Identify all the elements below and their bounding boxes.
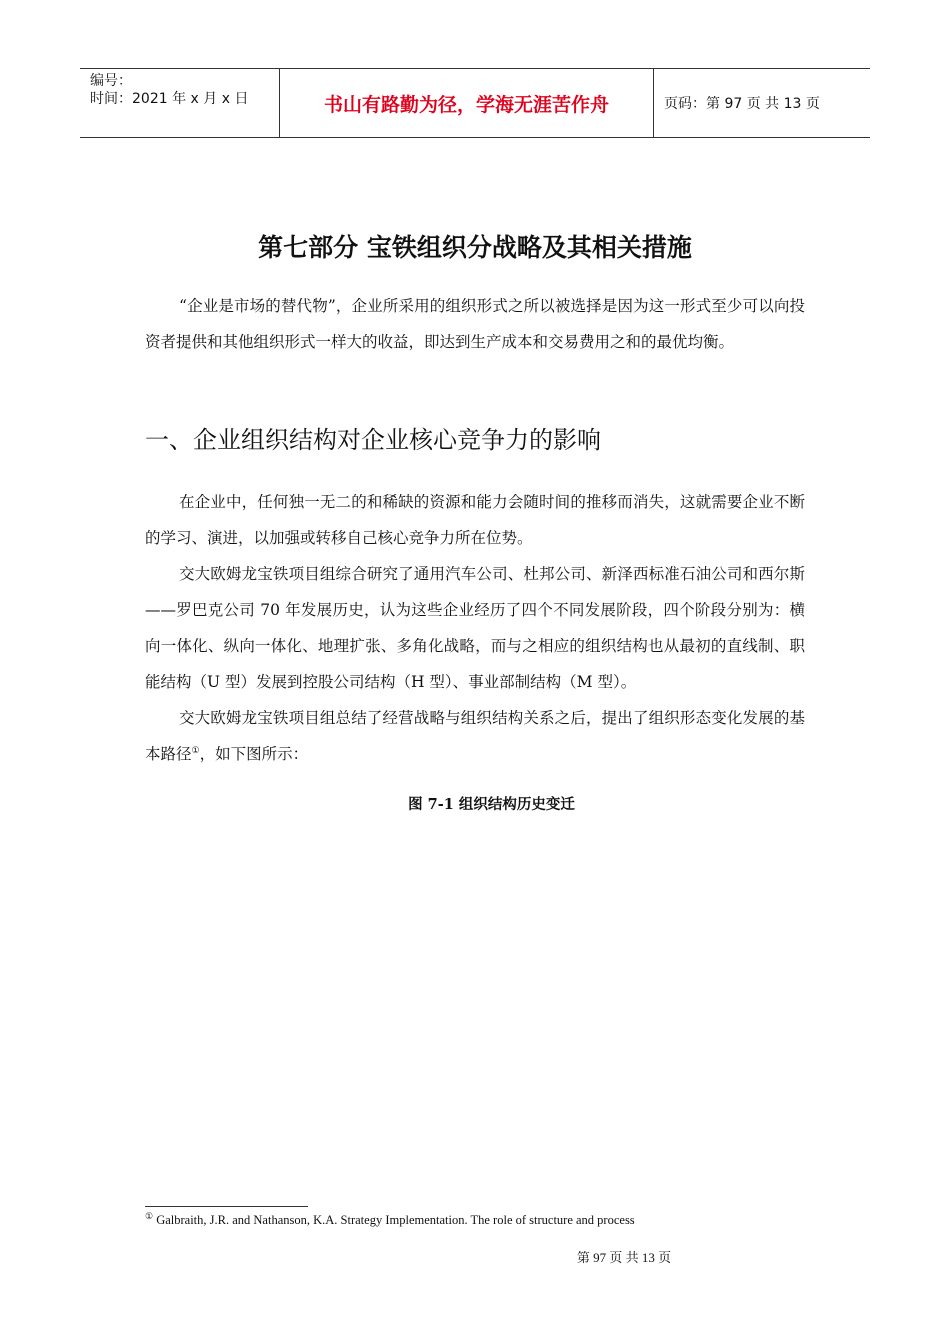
header-meta (80, 69, 280, 137)
time-label: 时间：2021 年 x 月 x 日 (90, 91, 249, 107)
figure-caption: 图 7-1 组织结构历史变迁 (408, 796, 575, 813)
footnote-divider (145, 1206, 308, 1207)
footnote-reference[interactable]: ① (191, 745, 200, 756)
body-paragraph-1: 在企业中，任何独一无二的和稀缺的资源和能力会随时间的推移而消失，这就需要企业不断的学习、演进，以加强或转移自己核心竞争力所在位势。 (145, 493, 805, 547)
serial-label: 编号： (90, 73, 132, 89)
footnote-text: Galbraith, J.R. and Nathanson, K.A. Strategy Implementation. The role of structure and process (153, 1213, 635, 1227)
section-heading: 一、企业组织结构对企业核心竞争力的影响 (145, 426, 601, 454)
footnote-mark: ① (145, 1210, 154, 1221)
paragraph-text-tail: ，如下图所示： (199, 745, 309, 763)
header-page-info: 页码：第 97 页 共 13 页 (664, 96, 820, 112)
body-paragraph-2: 交大欧姆龙宝铁项目组综合研究了通用汽车公司、杜邦公司、新泽西标准石油公司和西尔斯——罗巴克公司 70 年发展历史，认为这些企业经历了四个不同发展阶段，四个阶段分别为：横向一体化、纵向一体化、地理扩张、多角化战略，而与之相应的组织结构也从最初的直线制、职能结构（U 型）发展到控股公司结构（H 型）、事业部制结构（M 型）。 (145, 565, 805, 691)
body-paragraph-3 (145, 700, 805, 772)
header-motto: 书山有路勤为径，学海无涯苦作舟 (280, 69, 654, 137)
intro-paragraph: “企业是市场的替代物”，企业所采用的组织形式之所以被选择是因为这一形式至少可以向投资者提供和其他组织形式一样大的收益，即达到生产成本和交易费用之和的最优均衡。 (145, 297, 805, 351)
paragraph-text: 交大欧姆龙宝铁项目组总结了经营战略与组织结构关系之后，提出了组织形态变化发展的基本路径 (145, 709, 805, 763)
footnote (145, 1210, 635, 1228)
page-footer: 第 97 页 共 13 页 (576, 1250, 672, 1265)
page-header (80, 68, 870, 138)
document-title: 第七部分 宝铁组织分战略及其相关措施 (258, 233, 692, 262)
